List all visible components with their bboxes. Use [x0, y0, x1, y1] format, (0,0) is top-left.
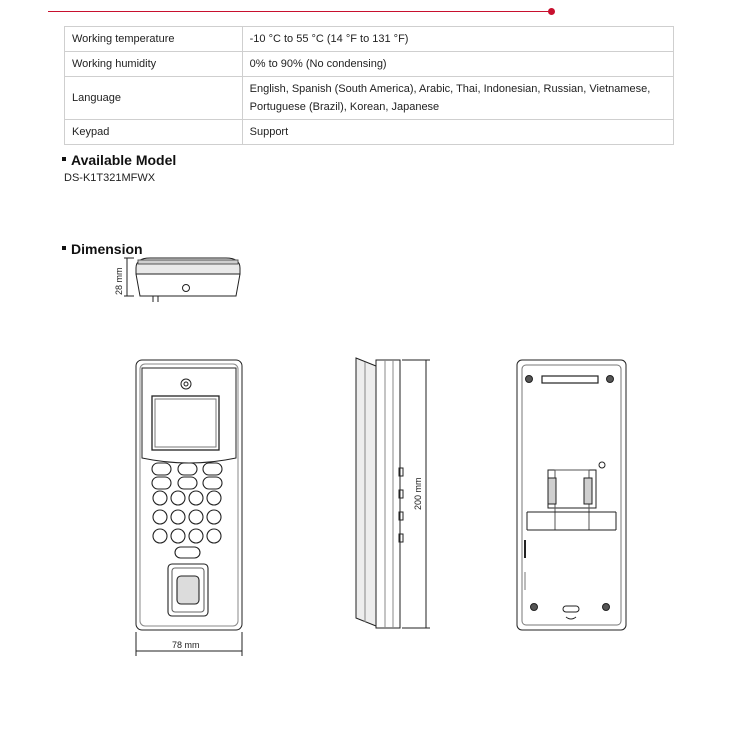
- width-dimension-label: 78 mm: [172, 640, 200, 650]
- top-view-drawing: [124, 258, 240, 302]
- fingerprint-sensor-drawing: [168, 564, 208, 616]
- spec-label: Language: [65, 77, 243, 120]
- spec-value: 0% to 90% (No condensing): [242, 52, 673, 77]
- spec-value: -10 °C to 55 °C (14 °F to 131 °F): [242, 27, 673, 52]
- spec-value: Support: [242, 120, 673, 145]
- available-model-title: Available Model: [71, 152, 177, 168]
- keypad-drawing: [152, 463, 222, 558]
- spec-label: Working temperature: [65, 27, 243, 52]
- spec-value: English, Spanish (South America), Arabic, Thai, Indonesian, Russian, Vietnamese, Portuguese (Brazil), Korean, Japanese: [242, 77, 673, 120]
- spec-label: Keypad: [65, 120, 243, 145]
- dimension-title: Dimension: [71, 241, 143, 257]
- depth-dimension-label: 28 mm: [114, 267, 124, 295]
- spec-label: Working humidity: [65, 52, 243, 77]
- back-view-drawing: [517, 360, 626, 630]
- model-number: DS-K1T321MFWX: [64, 172, 156, 184]
- height-dimension-label: 200 mm: [413, 477, 423, 510]
